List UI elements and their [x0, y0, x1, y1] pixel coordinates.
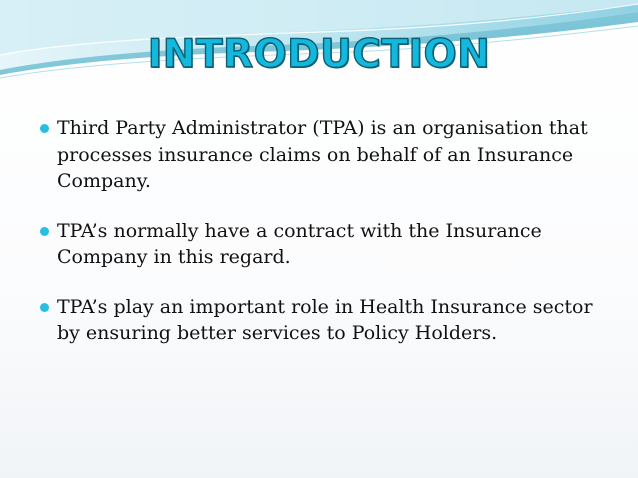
bullet-text: TPA’s play an important role in Health Insurance sector by ensuring better services to Policy Holders.	[57, 295, 593, 344]
bullet-list	[40, 115, 615, 370]
circle-bullet-icon	[40, 124, 49, 133]
circle-bullet-icon	[40, 227, 49, 236]
circle-bullet-icon	[40, 303, 49, 312]
bullet-item-tpa-definition	[40, 115, 615, 195]
bullet-item-tpa-contract	[40, 218, 615, 271]
bullet-text: TPA’s normally have a contract with the Insurance Company in this regard.	[57, 219, 542, 268]
bullet-item-tpa-role	[40, 294, 615, 347]
slide-title: INTRODUCTION	[147, 32, 491, 77]
bullet-text: Third Party Administrator (TPA) is an organisation that processes insurance claims on behalf of an Insurance Company.	[57, 117, 588, 192]
